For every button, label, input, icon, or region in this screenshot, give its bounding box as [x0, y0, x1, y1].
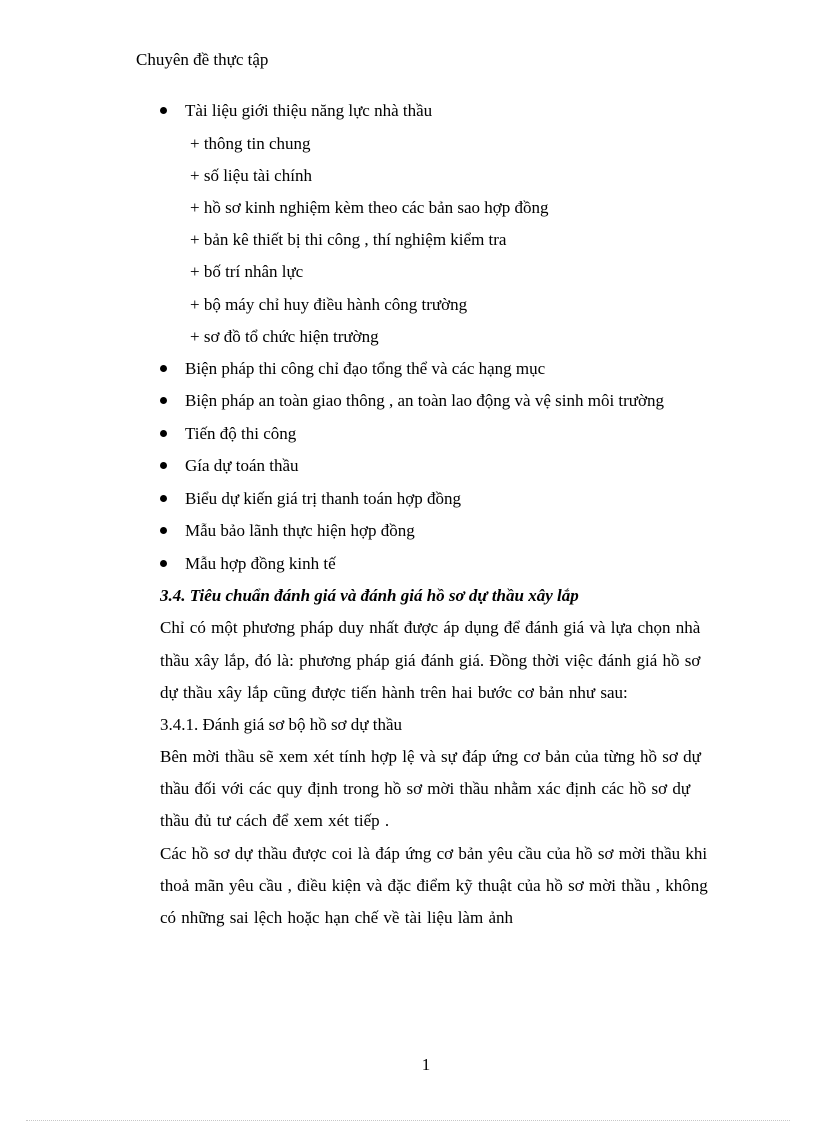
bullet-text: Mẫu bảo lãnh thực hiện hợp đồng [185, 521, 415, 541]
body-paragraph: Bên mời thầu sẽ xem xét tính hợp lệ và sự đáp ứng cơ bản của từng hồ sơ dự thầu đối với các quy định trong hồ sơ mời thầu nhằm xác định các hồ sơ dự thầu đủ tư cách để xem xét tiếp . [160, 747, 701, 831]
bullet-item [0, 95, 816, 128]
sub-item: + sơ đồ tổ chức hiện trường [190, 326, 379, 346]
bullet-dot-icon [160, 560, 167, 567]
footer-divider [26, 1120, 790, 1121]
bullet-dot-icon [160, 462, 167, 469]
intro-paragraph: Chỉ có một phương pháp duy nhất được áp dụng để đánh giá và lựa chọn nhà thầu xây lắp, đó là: phương pháp giá đánh giá. Đồng thời việc đánh giá hồ sơ dự thầu xây lắp cũng được tiến hành trên hai bước cơ bản như sau: [160, 618, 701, 702]
sub-item: + hồ sơ kinh nghiệm kèm theo các bản sao hợp đồng [190, 197, 549, 217]
sub-item: + bộ máy chỉ huy điều hành công trường [190, 294, 468, 314]
bullet-item [0, 385, 816, 418]
bullet-dot-icon [160, 107, 167, 114]
bullet-item [0, 450, 816, 483]
bullet-text: Biện pháp thi công chỉ đạo tổng thể và các hạng mục [185, 358, 546, 378]
sub-item: + số liệu tài chính [190, 165, 312, 185]
bullet-item [0, 515, 816, 548]
subsection-heading: 3.4.1. Đánh giá sơ bộ hồ sơ dự thầu [160, 715, 403, 735]
bullet-text: Gía dự toán thầu [185, 456, 299, 476]
page-number: 1 [421, 1055, 431, 1074]
body-paragraph: Các hồ sơ dự thầu được coi là đáp ứng cơ bản yêu cầu của hồ sơ mời thầu khi thoả mãn yêu cầu , điều kiện và đặc điểm kỹ thuật của hồ sơ mời thầu , không có những sai lệch hoặc hạn chế về tài liệu làm ảnh [160, 843, 708, 928]
bullet-dot-icon [160, 527, 167, 534]
bullet-dot-icon [160, 397, 167, 404]
bullet-text: Tiến độ thi công [185, 423, 297, 443]
bullet-dot-icon [160, 430, 167, 437]
bullet-text: Biểu dự kiến giá trị thanh toán hợp đồng [185, 488, 461, 508]
bullet-item [0, 548, 816, 581]
page-header: Chuyên đề thực tập [136, 50, 269, 69]
sub-item: + thông tin chung [190, 133, 311, 153]
bullet-text: Tài liệu giới thiệu năng lực nhà thầu [185, 101, 433, 120]
bullet-dot-icon [160, 365, 167, 372]
sub-list [0, 128, 816, 353]
bullet-text: Mẫu hợp đồng kinh tế [185, 553, 336, 573]
bullet-item [0, 418, 816, 451]
section-heading: 3.4. Tiêu chuẩn đánh giá và đánh giá hồ sơ dự thầu xây lắp [160, 586, 579, 606]
bullet-item [0, 483, 816, 516]
bullet-item [0, 353, 816, 386]
document-body [0, 95, 816, 934]
sub-item: + bố trí nhân lực [190, 262, 304, 282]
sub-item: + bản kê thiết bị thi công , thí nghiệm kiểm tra [190, 230, 507, 250]
bullet-dot-icon [160, 495, 167, 502]
bullet-text: Biện pháp an toàn giao thông , an toàn lao động và vệ sinh môi trường [185, 391, 665, 411]
